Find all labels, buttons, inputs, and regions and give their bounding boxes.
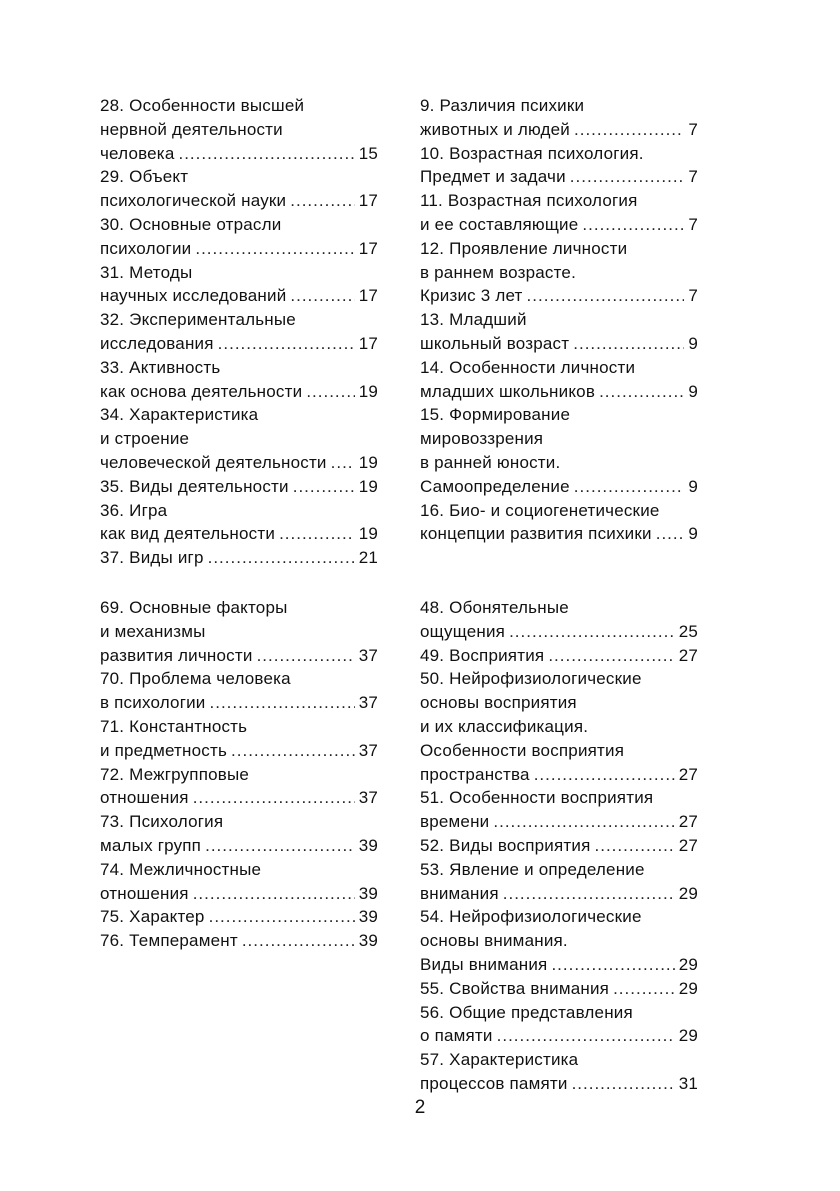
toc-line bbox=[100, 475, 378, 499]
toc-line bbox=[100, 882, 378, 906]
toc-page-number: 21 bbox=[358, 548, 378, 568]
dot-leader bbox=[306, 380, 354, 404]
toc-entry-text: развития личности bbox=[100, 645, 253, 665]
toc-entry-text: процессов памяти bbox=[420, 1073, 568, 1093]
dot-leader bbox=[509, 620, 675, 644]
toc-heading-text: 11. Возрастная психология bbox=[420, 191, 638, 211]
toc-entry-text: ощущения bbox=[420, 621, 506, 641]
toc-heading-text: нервной деятельности bbox=[100, 119, 283, 139]
toc-heading-text: 14. Особенности личности bbox=[420, 357, 636, 377]
toc-page-number: 27 bbox=[678, 835, 698, 855]
toc-heading-text: 16. Био- и социогенетические bbox=[420, 500, 660, 520]
toc-entry-text: отношения bbox=[100, 883, 189, 903]
dot-leader bbox=[656, 522, 685, 546]
toc-entry-text: концепции развития психики bbox=[420, 524, 652, 544]
toc-heading-text: и их классификация. bbox=[420, 716, 589, 736]
toc-heading-text: 36. Игра bbox=[100, 500, 168, 520]
toc-page-number: 39 bbox=[358, 835, 378, 855]
toc-heading-text: 34. Характеристика bbox=[100, 405, 259, 425]
toc-heading-text: 54. Нейрофизиологические bbox=[420, 907, 642, 927]
toc-entry-text: Предмет и задачи bbox=[420, 167, 566, 187]
toc-heading-text: 71. Константность bbox=[100, 716, 248, 736]
toc-entry-text: и предметность bbox=[100, 740, 228, 760]
toc-line bbox=[100, 786, 378, 810]
toc-entry-text: Кризис 3 лет bbox=[420, 286, 523, 306]
dot-leader bbox=[493, 810, 674, 834]
dot-leader bbox=[209, 905, 355, 929]
toc-entry-text: Виды внимания bbox=[420, 954, 548, 974]
toc-entry-text: 52. Виды восприятия bbox=[420, 835, 591, 855]
toc-entry-text: Самоопределение bbox=[420, 476, 570, 496]
toc-page-number: 29 bbox=[678, 954, 698, 974]
toc-page-number: 37 bbox=[358, 740, 378, 760]
toc-page-number: 39 bbox=[358, 931, 378, 951]
toc-line bbox=[420, 763, 698, 787]
toc-heading-text: основы восприятия bbox=[420, 693, 577, 713]
toc-line bbox=[100, 189, 378, 213]
toc-line bbox=[420, 953, 698, 977]
dot-leader bbox=[582, 213, 684, 237]
dot-leader bbox=[572, 1072, 675, 1096]
toc-heading-text: 70. Проблема человека bbox=[100, 669, 291, 689]
toc-heading-text: основы внимания. bbox=[420, 931, 568, 951]
toc-line bbox=[100, 380, 378, 404]
toc-entry-text: школьный возраст bbox=[420, 333, 570, 353]
toc-entry-text: отношения bbox=[100, 788, 189, 808]
toc-entry-text: как основа деятельности bbox=[100, 381, 303, 401]
dot-leader bbox=[290, 284, 354, 308]
toc-line bbox=[420, 213, 698, 237]
toc-entry-text: пространства bbox=[420, 764, 530, 784]
toc-page-number: 15 bbox=[358, 143, 378, 163]
toc-heading-text: 30. Основные отрасли bbox=[100, 214, 282, 234]
dot-leader bbox=[570, 165, 685, 189]
toc-page-number: 9 bbox=[688, 524, 698, 544]
toc-line bbox=[420, 810, 698, 834]
toc-entry-text: младших школьников bbox=[420, 381, 596, 401]
toc-entry-text: научных исследований bbox=[100, 286, 287, 306]
toc-line bbox=[100, 691, 378, 715]
toc-heading-text: 74. Межличностные bbox=[100, 859, 262, 879]
dot-leader bbox=[208, 546, 355, 570]
toc-line bbox=[420, 332, 698, 356]
toc-column-top-left bbox=[100, 94, 378, 570]
toc-heading-text: 73. Психология bbox=[100, 812, 224, 832]
toc-entry-text: 35. Виды деятельности bbox=[100, 476, 289, 496]
toc-heading-text: 29. Объект bbox=[100, 167, 189, 187]
toc-page-number: 29 bbox=[678, 1026, 698, 1046]
toc-entry-text: времени bbox=[420, 812, 490, 832]
toc-line bbox=[100, 522, 378, 546]
toc-entry-text: внимания bbox=[420, 883, 499, 903]
toc-heading-text: 53. Явление и определение bbox=[420, 859, 645, 879]
toc-heading-text: и механизмы bbox=[100, 621, 206, 641]
toc-line bbox=[100, 451, 378, 475]
toc-entry-text: психологии bbox=[100, 238, 192, 258]
toc-entry-text: 37. Виды игр bbox=[100, 548, 204, 568]
toc-entry-text: человеческой деятельности bbox=[100, 452, 327, 472]
toc-page-number: 7 bbox=[688, 286, 698, 306]
toc-heading-text: 56. Общие представления bbox=[420, 1002, 633, 1022]
dot-leader bbox=[527, 284, 685, 308]
toc-page-number: 17 bbox=[358, 191, 378, 211]
toc-page-number: 39 bbox=[358, 883, 378, 903]
dot-leader bbox=[195, 237, 354, 261]
toc-entry-text: в психологии bbox=[100, 693, 206, 713]
toc-page-number: 27 bbox=[678, 764, 698, 784]
toc-line bbox=[420, 380, 698, 404]
dot-leader bbox=[205, 834, 355, 858]
dot-leader bbox=[551, 953, 674, 977]
toc-page-number: 39 bbox=[358, 907, 378, 927]
toc-page-number: 7 bbox=[688, 167, 698, 187]
toc-heading-text: 13. Младший bbox=[420, 310, 527, 330]
toc-entry-text: человека bbox=[100, 143, 175, 163]
toc-page-number: 19 bbox=[358, 381, 378, 401]
toc-line bbox=[420, 1072, 698, 1096]
toc-page-number: 17 bbox=[358, 333, 378, 353]
toc-entry-text: 76. Темперамент bbox=[100, 931, 238, 951]
dot-leader bbox=[293, 475, 355, 499]
toc-line bbox=[420, 284, 698, 308]
toc-line bbox=[420, 165, 698, 189]
toc-heading-text: мировоззрения bbox=[420, 429, 544, 449]
toc-heading-text: 15. Формирование bbox=[420, 405, 571, 425]
dot-leader bbox=[548, 644, 674, 668]
toc-line bbox=[420, 834, 698, 858]
toc-page-number: 29 bbox=[678, 883, 698, 903]
dot-leader bbox=[573, 332, 684, 356]
dot-leader bbox=[231, 739, 355, 763]
toc-line bbox=[100, 905, 378, 929]
toc-page-number: 37 bbox=[358, 788, 378, 808]
toc-line bbox=[100, 142, 378, 166]
dot-leader bbox=[218, 332, 355, 356]
toc-page-number: 19 bbox=[358, 524, 378, 544]
toc-page-number: 7 bbox=[688, 119, 698, 139]
dot-leader bbox=[210, 691, 355, 715]
toc-line bbox=[420, 475, 698, 499]
toc-heading-text: 31. Методы bbox=[100, 262, 193, 282]
toc-heading-text: 33. Активность bbox=[100, 357, 221, 377]
dot-leader bbox=[242, 929, 355, 953]
dot-leader bbox=[193, 882, 355, 906]
toc-page-number: 37 bbox=[358, 693, 378, 713]
toc-entry-text: о памяти bbox=[420, 1026, 493, 1046]
toc-entry-text: исследования bbox=[100, 333, 214, 353]
toc-line bbox=[100, 546, 378, 570]
toc-line bbox=[100, 834, 378, 858]
toc-heading-text: Особенности восприятия bbox=[420, 740, 625, 760]
toc-page-number: 9 bbox=[688, 381, 698, 401]
dot-leader bbox=[331, 451, 355, 475]
dot-leader bbox=[193, 786, 355, 810]
toc-line bbox=[420, 620, 698, 644]
toc-entry-text: как вид деятельности bbox=[100, 524, 276, 544]
dot-leader bbox=[503, 882, 675, 906]
toc-entry-text: 75. Характер bbox=[100, 907, 205, 927]
dot-leader bbox=[599, 380, 684, 404]
toc-heading-text: 69. Основные факторы bbox=[100, 598, 288, 617]
dot-leader bbox=[497, 1024, 675, 1048]
toc-column-top-right bbox=[420, 94, 698, 546]
dot-leader bbox=[574, 118, 684, 142]
toc-page-number: 25 bbox=[678, 621, 698, 641]
toc-line bbox=[420, 1024, 698, 1048]
toc-heading-text: 50. Нейрофизиологические bbox=[420, 669, 642, 689]
toc-heading-text: 10. Возрастная психология. bbox=[420, 143, 644, 163]
toc-heading-text: 51. Особенности восприятия bbox=[420, 788, 654, 808]
toc-entry-text: психологической науки bbox=[100, 191, 287, 211]
toc-line bbox=[420, 118, 698, 142]
toc-page-number: 27 bbox=[678, 645, 698, 665]
toc-page-number: 37 bbox=[358, 645, 378, 665]
dot-leader bbox=[279, 522, 355, 546]
toc-entry-text: животных и людей bbox=[420, 119, 570, 139]
dot-leader bbox=[257, 644, 355, 668]
toc-page-number: 29 bbox=[678, 978, 698, 998]
toc-line bbox=[420, 977, 698, 1001]
toc-heading-text: 9. Различия психики bbox=[420, 96, 585, 115]
toc-heading-text: в раннем возрасте. bbox=[420, 262, 576, 282]
toc-heading-text: 28. Особенности высшей bbox=[100, 96, 305, 115]
dot-leader bbox=[178, 142, 354, 166]
dot-leader bbox=[574, 475, 685, 499]
toc-line bbox=[420, 882, 698, 906]
toc-line bbox=[420, 522, 698, 546]
dot-leader bbox=[595, 834, 675, 858]
toc-heading-text: 48. Обонятельные bbox=[420, 598, 569, 617]
toc-line bbox=[100, 284, 378, 308]
dot-leader bbox=[613, 977, 675, 1001]
toc-line bbox=[100, 929, 378, 953]
toc-heading-text: 57. Характеристика bbox=[420, 1050, 579, 1070]
toc-page-number: 9 bbox=[688, 333, 698, 353]
toc-heading-text: в ранней юности. bbox=[420, 452, 561, 472]
toc-page-number: 19 bbox=[358, 476, 378, 496]
toc-entry-text: 55. Свойства внимания bbox=[420, 978, 610, 998]
toc-entry-text: малых групп bbox=[100, 835, 202, 855]
toc-page-number: 27 bbox=[678, 812, 698, 832]
toc-page-number: 19 bbox=[358, 452, 378, 472]
toc-line bbox=[100, 237, 378, 261]
toc-line bbox=[100, 332, 378, 356]
toc-line bbox=[100, 739, 378, 763]
toc-line bbox=[100, 644, 378, 668]
dot-leader bbox=[534, 763, 675, 787]
toc-page-number: 31 bbox=[678, 1073, 698, 1093]
toc-page-number: 17 bbox=[358, 286, 378, 306]
toc-page-number: 9 bbox=[688, 476, 698, 496]
toc-heading-text: и строение bbox=[100, 429, 190, 449]
toc-entry-text: и ее составляющие bbox=[420, 214, 579, 234]
page-number: 2 bbox=[414, 1097, 426, 1118]
toc-column-bottom-right bbox=[420, 596, 698, 1096]
toc-page-number: 17 bbox=[358, 238, 378, 258]
toc-entry-text: 49. Восприятия bbox=[420, 645, 545, 665]
toc-heading-text: 32. Экспериментальные bbox=[100, 310, 296, 330]
toc-line bbox=[420, 644, 698, 668]
toc-heading-text: 72. Межгрупповые bbox=[100, 764, 250, 784]
toc-column-bottom-left bbox=[100, 596, 378, 953]
toc-heading-text: 12. Проявление личности bbox=[420, 238, 628, 258]
toc-page-number: 7 bbox=[688, 214, 698, 234]
dot-leader bbox=[290, 189, 354, 213]
